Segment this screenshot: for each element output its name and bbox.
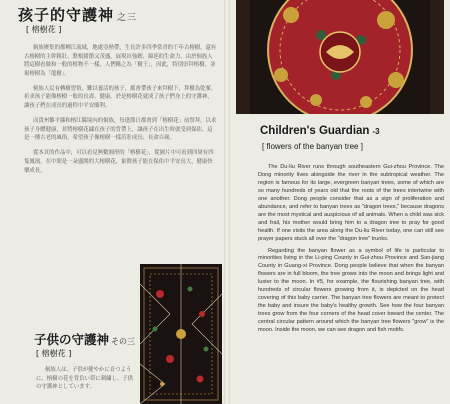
japanese-title-text: 子供の守護神 xyxy=(34,332,110,347)
chinese-paragraph: 而貴州黎平縣和榕江縣境內的侗族，每逢節日都會到「榕樹花」前祭拜，以求孩子身體健康，並將榕樹花繡在孩子的背帶上，讓孩子在出生時就受到保佑。這是一種古老的風俗，希望孩子像榕樹一樣茁壯成長、長命百歲。 xyxy=(24,118,217,142)
chinese-subtitle: [ 榕樹花 ] xyxy=(26,25,62,34)
chinese-body xyxy=(24,44,218,182)
english-title-suffix: -3 xyxy=(372,127,380,136)
english-title-text: Children's Guardian xyxy=(260,125,370,137)
chinese-paragraph: 從本頁的作品中，可以看見無數圓形的「榕樹花」，從圖片中可看到四周有四隻鳳凰，在中間是一朵盛開的大榕樹花，象徵孩子能在保佑中平安長大，健康快樂成長。 xyxy=(24,150,214,174)
japanese-title xyxy=(34,330,135,348)
japanese-body xyxy=(36,366,136,392)
japanese-subtitle: [ 榕樹花 ] xyxy=(36,349,72,358)
english-paragraph: Regarding the banyan flower as a symbol of life is particular to minorities living in the Li-ping County in Gui-zhou Province and San-jiang County in Guang-xi Province. Dong people believe that when the banyan flowers are in full bloom, the tree grows into the moon and brings light and luster to the moon. In #5, for example, the flourishing banyan tree, with hundreds of circular flowers growing from it, is depicted on the head covering of this baby carrier. The banyan tree flowers are meant to protect the baby and insure the baby's healthy growth. See how the four banyan trees grow from the four corners of the head cover toward the center. The central circular pattern around which the banyan tree flowers "grow" is the moon. Inside the moon, we can see dragon and fish motifs. xyxy=(258,247,444,334)
japanese-paragraph: 侗族人は、子供が健やかに育つように、榕樹の花を背負い帯に刺繍し、子供の守護神としています。 xyxy=(36,367,134,391)
english-subtitle: [ flowers of the banyan tree ] xyxy=(262,142,363,151)
english-paragraph: The Du-liu River runs through southeastern Gui-zhou Province. The Dong minority lives alongside the river in the subtropical weather. The region is famous for its large, evergreen banyan trees, some of which are so many hundreds of years old that the roots of the trees intertwine with one another. Dong people consider that as a sign of proliferation and abundance, and refer to banyan trees as "dragon trees," because dragons are the most mystical and auspicious of all animals. When a child was sick and frail, his mother would bring him to a dragon tree to pray for good health. If one visits the area along the Du-liu River today, one can still see prayer papers stuck all over the "dragon tree" trunks. xyxy=(258,164,444,242)
embroidery-photo-main xyxy=(236,0,444,114)
chinese-paragraph: 侗族聚集的都柳江流域，地處亞熱帶，生長許多四季常青的千年古榕樹，還有古榕樹的主幹粗壯，盤根錯節又茂盛，展現出強韌、綿延的生命力。由於侗族人將這樹看做和一般的植物不一樣，人們稱之為「樹王」，因此，特別崇拜榕樹，並視榕樹為「龍樹」。 xyxy=(24,45,217,77)
english-body xyxy=(258,164,444,339)
chinese-title-suffix: 之三 xyxy=(117,13,138,23)
english-title xyxy=(260,125,380,137)
embroidery-photo-detail xyxy=(140,264,222,404)
chinese-title xyxy=(18,4,137,25)
page-gutter xyxy=(224,0,230,404)
chinese-paragraph: 侗族人民有轉樹習俗，難以養活的孩子，都會帶孩子來拜樹下，拜樹為乾爹，祈求孩子能像榕樹一般的長壽、健康。於是榕樹花就成了孩子們身上的守護神，讓孩子們在成長的過程中平安順利。 xyxy=(24,85,217,110)
chinese-title-text: 孩子的守護神 xyxy=(18,6,115,24)
japanese-title-suffix: その三 xyxy=(111,337,136,346)
